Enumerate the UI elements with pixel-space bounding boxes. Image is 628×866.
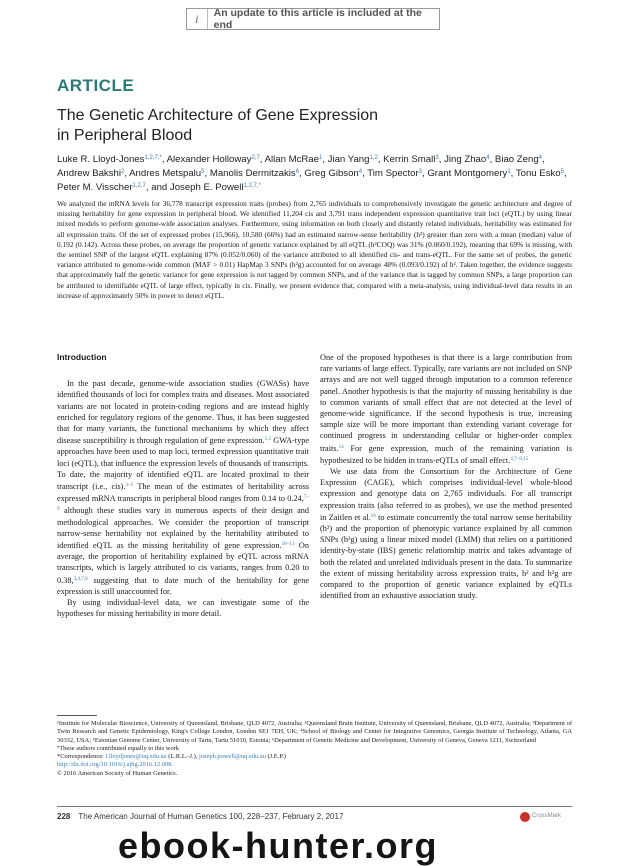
- author-name: Kerrin Small: [383, 154, 436, 165]
- body-column-left: [57, 352, 309, 619]
- body-column-right: [320, 352, 572, 601]
- author-list: Luke R. Lloyd-Jones$^{1,2,7,*}$, Alexander Holloway$^{2,7}$, Allan McRae$^1$, Jian Yang$^{1,2}$, Kerrin Small$^3$, Jing Zhao$^4$, Biao Zeng$^4$, Andrew Bakshi$^2$, Andres Metspalu$^5$, Manolis Dermitzakis$^6$, Greg Gibson$^4$, Tim Spector$^3$, Grant Montgomery$^1$, Tonu Esko$^5$, Peter M. Visscher$^{1,2,7}$, and Joseph E. Powell$^{1,2,7,*}$: [57, 154, 567, 193]
- author-name: Alexander Holloway: [166, 154, 252, 165]
- equal-contribution-note: ⁷These authors contributed equally to this work: [57, 744, 180, 752]
- author-name: Jing Zhao: [444, 154, 487, 165]
- crossmark-icon[interactable]: [520, 812, 530, 822]
- footnote-divider: [57, 715, 97, 716]
- author-name: Allan McRae: [264, 154, 319, 165]
- author-name: Tim Spector: [367, 168, 419, 179]
- author-name: Peter M. Visscher: [57, 182, 133, 193]
- author-name: Jian Yang: [327, 154, 370, 165]
- author-name: and Joseph E. Powell: [151, 182, 244, 193]
- author-affiliation-ref[interactable]: 4: [358, 169, 363, 175]
- author-affiliation-ref[interactable]: 5: [201, 169, 205, 175]
- article-type-label: ARTICLE: [57, 76, 135, 95]
- info-icon: i: [187, 9, 208, 29]
- correspondence: *Correspondence: l.lloydjones@uq.edu.au (L.R.L.-J.), joseph.powell@uq.edu.au (J.E.P.): [57, 753, 286, 761]
- body-paragraph: In the past decade, genome-wide association studies (GWASs) have identified thousands of loci for complex traits and diseases. Most associated variants are not located in protein-coding regions and are instead highly enriched for regulatory regions of the genome. Thus, it has been suggested that for many variants, the functional mechanisms by which they affect disease susceptibility is through regulation of gene expression.$^{1,2}$ GWA-type approaches have been used to map loci, termed expression quantitative trait loci (eQTL), that influence the expression levels of thousands of transcripts. To date, the majority of identified eQTL are located proximal to their transcript (i.e., cis).$^{3-5}$ The mean of the estimates of heritability across expressed mRNA transcripts in peripheral blood ranges from 0.14 to 0.24,$^{7-9}$ although these studies vary in numerous aspects of their design and methodological approaches. We consider the proportion of transcript narrow-sense heritability not explained by the heritability attributed to identified eQTL as the missing heritability of gene expression.$^{10-13}$ On average, the proportion of heritability explained by eQTL across mRNA transcripts, which is largely attributed to cis variants, ranges from 0.20 to 0.38,$^{3,4,7,8}$ suggesting that to date much of the heritability for gene expression is still unaccounted for.: [57, 379, 309, 596]
- doi-link[interactable]: http://dx.doi.org/10.1016/j.ajhg.2016.12.008.: [57, 761, 174, 769]
- page-footer: [57, 812, 343, 821]
- author-name: Luke R. Lloyd-Jones: [57, 154, 145, 165]
- author-affiliation-ref[interactable]: 1,2: [369, 155, 378, 161]
- author-affiliation-ref[interactable]: 2: [121, 169, 125, 175]
- update-banner-text[interactable]: An update to this article is included at the end: [213, 7, 422, 31]
- section-heading-introduction: Introduction: [57, 352, 107, 362]
- citation-link[interactable]: 7–9: [57, 494, 309, 513]
- abstract: We analyzed the mRNA levels for 36,778 transcript expression traits (probes) from 2,765 individuals to comprehensively investigate the genetic architecture and degree of missing heritability for gene expression in peripheral blood. We identified 11,204 cis and 3,791 trans independent expression quantitative trait loci (eQTL) by using linear mixed models to perform genome-wide association analyses. Furthermore, using information on both closely and distantly related individuals, heritability was estimated for all expression traits. Of the set of expressed probes (15,966), 10,580 (66%) had an estimated narrow-sense heritability (h²) greater than zero with a mean (median) value of 0.192 (0.142). Across these probes, on average the proportion of genetic variance explained by all eQTL (h²COQ) was 31% (0.060/0.192), meaning that 69% is missing, with the sentinel SNP of the largest eQTL explaining 87% (0.052/0.060) of the variance attributed to all identified cis- and trans-eQTL. For the same set of probes, the genetic variance attributed to genome-wide common (MAF > 0.01) HapMap 3 SNPs (h²g) accounted for on average 48% (0.093/0.192) of h². Taken together, the evidence suggests that approximately half the genetic variance for gene expression is not tagged by common SNPs, and of the variance that is tagged by common SNPs, a large proportion can be attributed to identifiable eQTL of large effect, typically in cis. Finally, we present evidence that, compared with a meta-analysis, using individual-level data results in an increase of approximately 50% in power to detect eQTL.: [57, 199, 572, 300]
- article-title: [57, 106, 557, 146]
- author-affiliation-ref[interactable]: 5: [560, 169, 564, 175]
- citation-link[interactable]: 16: [370, 512, 376, 519]
- email-link[interactable]: l.lloydjones@uq.edu.au: [105, 753, 167, 761]
- body-paragraph: By using individual-level data, we can investigate some of the hypotheses for missing heritability in more detail.: [57, 598, 309, 619]
- affiliations: ¹Institute for Molecular Bioscience, University of Queensland, Brisbane, QLD 4072, Australia; ²Queensland Brain Institute, University of Queensland, Brisbane, QLD 4072, Australia; ³Department of Twin Research and Genetic Epidemiology, King's College London, London SE1 7EH, UK; ⁴School of Biology and Center for Integrative Genomics, Georgia Institute of Technology, Atlanta, GA 30332, USA; ⁵Estonian Genome Center, University of Tartu, Tartu 51010, Estonia; ⁶Department of Genetic Medicine and Development, University of Geneva, Geneva 1211, Switzerland: [57, 720, 572, 744]
- page-number: 228: [57, 812, 71, 821]
- author-affiliation-ref[interactable]: 1,2,7,*: [243, 183, 261, 189]
- author-name: Grant Montgomery: [427, 168, 508, 179]
- citation-link[interactable]: 3–5: [125, 482, 134, 489]
- watermark: ebook-hunter.org: [118, 825, 438, 866]
- author-name: Manolis Dermitzakis: [209, 168, 296, 179]
- body-paragraph: One of the proposed hypotheses is that there is a large contribution from rare variants of large effect. Typically, rare variants are not included on SNP arrays and are not well tagged through imputation to a common reference panel. Another hypothesis is that the majority of missing heritability is due to common variants of small effect that are not detected at the level of genome-wide significance. If the second hypothesis is true, increasing sample size will be more important than extending variant coverage for continued progress in understanding cellular or higher-order complex traits.$^{14}$ For gene expression, much of the remaining variation is hypothesized to be hidden in trans-eQTLs of small effect.$^{4,7-9,15}$: [320, 353, 572, 465]
- crossmark-label: CrossMark: [532, 813, 562, 819]
- author-affiliation-ref[interactable]: 3: [418, 169, 422, 175]
- copyright: © 2016 American Society of Human Genetics.: [57, 769, 178, 777]
- title-line-1: The Genetic Architecture of Gene Expression: [57, 107, 379, 124]
- author-affiliation-ref[interactable]: 2,7: [251, 155, 260, 161]
- citation-link[interactable]: 14: [338, 443, 344, 450]
- citation-link[interactable]: 10–13: [281, 541, 295, 548]
- author-name: Andrew Bakshi: [57, 168, 121, 179]
- author-name: Biao Zeng: [494, 154, 539, 165]
- title-line-2: in Peripheral Blood: [57, 127, 193, 144]
- citation-link[interactable]: 3,4,7,8: [73, 575, 88, 582]
- author-affiliation-ref[interactable]: 1,2,7,*: [144, 155, 162, 161]
- author-affiliation-ref[interactable]: 1: [507, 169, 511, 175]
- author-affiliation-ref[interactable]: 3: [435, 155, 439, 161]
- author-affiliation-ref[interactable]: 1: [318, 155, 323, 161]
- email-link[interactable]: joseph.powell@uq.edu.au: [199, 753, 266, 761]
- author-affiliation-ref[interactable]: 4: [538, 155, 542, 161]
- body-paragraph: We use data from the Consortium for the Architecture of Gene Expression (CAGE), which comprises individual-level whole-blood expression and genotype data on 2,765 individuals. For all transcript expression traits (also referred to as probes), we use the method presented in Zaitlen et al.$^{16}$ to estimate concurrently the total narrow sense heritability (h²) and the proportion of phenotypic variance explained by all common SNPs (h²g) using a linear mixed model (LMM) that relies on a partitioned identity-by-state (IBS) genetic relationship matrix and takes advantage of both the related and unrelated individuals present in the data. To summarize the extent of missing heritability across expression traits, h² and h²g are compared to the proportion of genetic variance explained by eQTLs identified from an exhaustive association study.: [320, 467, 572, 601]
- author-affiliation-ref[interactable]: 1,2,7: [132, 183, 146, 189]
- author-affiliation-ref[interactable]: 4: [486, 155, 490, 161]
- author-name: Andres Metspalu: [129, 168, 202, 179]
- footer-divider: [57, 806, 572, 807]
- article-update-banner[interactable]: [186, 8, 440, 30]
- citation-link[interactable]: 4,7–9,15: [510, 455, 529, 462]
- author-name: Greg Gibson: [304, 168, 359, 179]
- author-name: Tonu Esko: [515, 168, 561, 179]
- journal-citation: The American Journal of Human Genetics 100, 228–237, February 2, 2017: [78, 812, 344, 821]
- footnotes: [57, 720, 572, 778]
- citation-link[interactable]: 1,2: [264, 436, 272, 443]
- author-affiliation-ref[interactable]: 6: [295, 169, 300, 175]
